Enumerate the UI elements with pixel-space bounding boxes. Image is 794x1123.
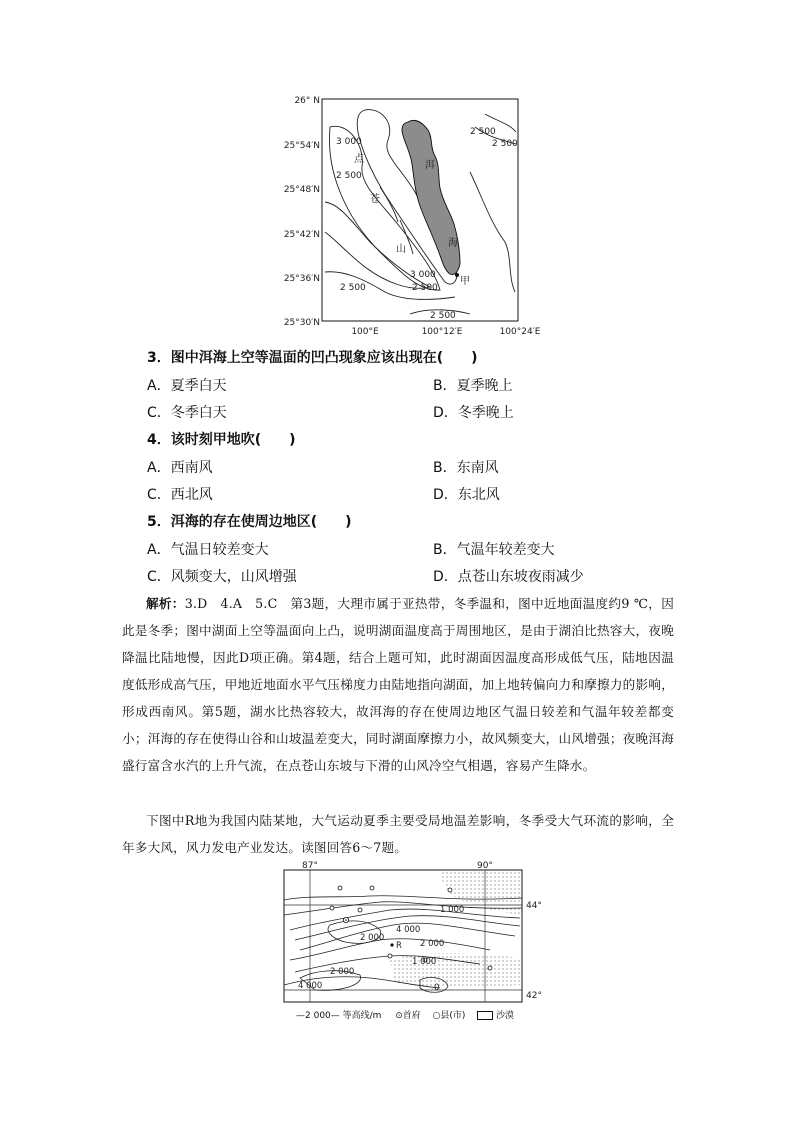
map1-lat-label: 25°54′N [283, 141, 320, 151]
map1-contour-label: 2 500 [470, 127, 496, 137]
map2-lat-label: 44° [526, 901, 542, 911]
question-3-stem: 3．图中洱海上空等温面的凹凸现象应该出现在( ) [147, 350, 478, 366]
intro-text: 下图中R地为我国内陆某地，大气运动夏季主要受局地温差影响，冬季受大气环流的影响，全年多大风，风力发电产业发达。读图回答6～7题。 [122, 813, 674, 855]
map2-contour-label: 0 [434, 983, 440, 993]
legend-desert-swatch [477, 1011, 493, 1020]
map1-lat-label: 25°48′N [283, 185, 320, 195]
question-5-stem: 5．洱海的存在使周边地区( ) [147, 514, 352, 530]
map2-contour-label: 1 000 [412, 957, 437, 967]
analysis-label: 解析： [146, 596, 185, 611]
analysis-paragraph [122, 590, 674, 779]
question-4-option-c[interactable]: C．西北风 [147, 487, 213, 503]
question-4-option-b[interactable]: B．东南风 [433, 460, 499, 476]
map2-lon-label: 87° [302, 861, 318, 871]
map1-place-char: 苍 [370, 194, 380, 205]
map2-legend [296, 1008, 514, 1021]
map1-place-char: 点 [354, 154, 364, 165]
map1-place-char: 山 [396, 244, 406, 255]
analysis-text: 3.D 4.A 5.C 第3题，大理市属于亚热带，冬季温和，图中近地面温度约9 ℃，因此是冬季；图中湖面上空等温面向上凸，说明湖面温度高于周围地区，是由于湖泊比热容大，夜晚降温比陆地慢，因此D项正确。第4题，结合上题可知，此时湖面因温度高形成低气压，陆地因温度低形成高气压，甲地近地面水平气压梯度力由陆地指向湖面，加上地转偏向力和摩擦力的影响，形成西南风。第5题，湖水比热容较大，故洱海的存在使周边地区气温日较差和气温年较差都变小；洱海的存在使得山谷和山坡温差变大，同时湖面摩擦力小，故风频变大，山风增强；夜晚洱海盛行富含水汽的上升气流，在点苍山东坡与下滑的山风冷空气相遇，容易产生降水。 [122, 596, 674, 773]
question-5-option-c[interactable]: C．风频变大，山风增强 [147, 569, 297, 585]
question-3-option-c[interactable]: C．冬季白天 [147, 405, 227, 421]
map1-lon-label: 100°E [351, 327, 379, 337]
question-4-option-d[interactable]: D．东北风 [433, 487, 500, 503]
map1-lat-label: 25°36′N [283, 274, 320, 284]
question-5-option-a[interactable]: A．气温日较差变大 [147, 542, 269, 558]
map1-contour-label: 2 500 [336, 171, 362, 181]
erhai-map-svg [270, 92, 560, 337]
map2-lat-label: 42° [526, 991, 542, 1001]
map2-contour-label: 2 000 [360, 933, 385, 943]
map1-contour-label: 3 000 [336, 137, 362, 147]
map1-contour-label: 2 500 [430, 311, 456, 321]
map1-contour-label: 2 500 [412, 283, 438, 293]
map1-lat-label: 25°30′N [283, 318, 320, 328]
r-region-map [270, 860, 550, 1025]
question-3-option-d[interactable]: D．冬季晚上 [433, 405, 514, 421]
question-5-option-b[interactable]: B．气温年较差变大 [433, 542, 555, 558]
map1-lon-label: 100°12′E [421, 327, 463, 337]
question-3-option-a[interactable]: A．夏季白天 [147, 378, 227, 394]
map2-point-label: R [396, 941, 402, 951]
map1-lon-label: 100°24′E [499, 327, 541, 337]
map2-contour-label: 2 000 [420, 939, 445, 949]
map1-contour-label: 2 500 [492, 139, 518, 149]
legend-capital: ⊙首府 [395, 1011, 421, 1021]
r-region-map-svg [270, 860, 550, 1025]
map1-place-char: 洱 [425, 160, 435, 171]
legend-county: ○县(市) [432, 1011, 466, 1021]
question-5-option-d[interactable]: D．点苍山东坡夜雨减少 [433, 569, 584, 585]
analysis-block [122, 590, 674, 779]
map2-contour-label: 4 000 [298, 981, 323, 991]
map2-contour-label: 1 000 [440, 905, 465, 915]
intro-block [122, 807, 674, 861]
erhai-map [270, 92, 560, 337]
map2-contour-label: 4 000 [396, 925, 421, 935]
map1-contour-label: 2 500 [340, 283, 366, 293]
map1-place-char: 甲 [460, 276, 470, 287]
legend-desert: 沙漠 [496, 1011, 515, 1021]
map1-lat-label: 25°42′N [283, 230, 320, 240]
map1-lat-label: 26° N [294, 96, 320, 106]
map1-place-char: 海 [448, 238, 458, 249]
map1-contour-label: 3 000 [410, 270, 436, 280]
legend-contour: —2 000— 等高线/m [296, 1011, 382, 1021]
question-4-stem: 4．该时刻甲地吹( ) [147, 432, 296, 448]
question-4-option-a[interactable]: A．西南风 [147, 460, 213, 476]
map2-lon-label: 90° [477, 861, 493, 871]
map2-contour-label: 2 000 [330, 967, 355, 977]
question-3-option-b[interactable]: B．夏季晚上 [433, 378, 513, 394]
